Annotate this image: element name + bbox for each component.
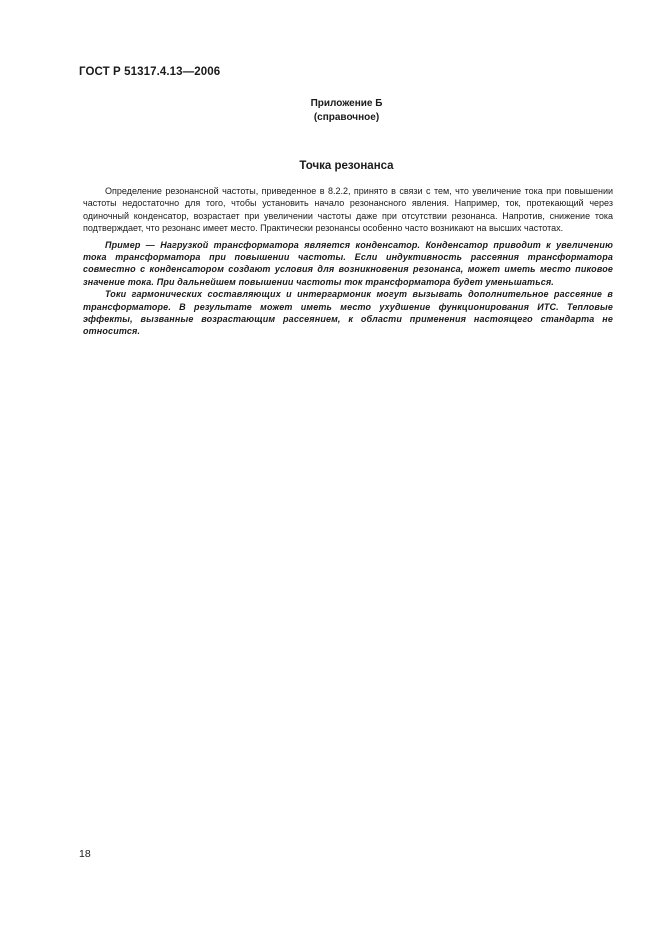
appendix-title: Приложение Б bbox=[310, 98, 383, 109]
appendix-subtitle: (справочное) bbox=[313, 112, 380, 123]
paragraph-example: Пример — Нагрузкой трансформатора является конденсатор. Конденсатор приводит к увеличению тока трансформатора при повышении частоты. Если индуктивность рассеяния трансформатора совместно с конденсатором создают условия для возникновения резонанса, может иметь место пиковое значение тока. При дальнейшем повышении частоты ток трансформатора будет уменьшаться. bbox=[83, 239, 613, 287]
paragraph-harmonics-note: Токи гармонических составляющих и интергармоник могут вызывать дополнительное рассеяние в трансформаторе. В результате может иметь место ухудшение функционирования ИТС. Тепловые эффекты, вызванные возрастающим рассеянием, к области применения настоящего стандарта не относится. bbox=[83, 289, 613, 337]
paragraph-resonance-definition: Определение резонансной частоты, приведенное в 8.2.2, принято в связи с тем, что увеличение тока при повышении частоты недостаточно для того, чтобы установить начало резонансного явления. Например, ток, протекающий через одиночный конденсатор, возрастает при увеличении частоты даже при отсутствии резонанса. Напротив, снижение тока подтверждает, что резонанс имеет место. Практически резонансы особенно часто возникают на высших частотах. bbox=[83, 186, 613, 234]
appendix-heading bbox=[79, 97, 614, 125]
page-number: 18 bbox=[79, 848, 91, 860]
standard-code-header: ГОСТ Р 51317.4.13—2006 bbox=[79, 66, 221, 78]
section-title: Точка резонанса bbox=[299, 160, 394, 172]
document-body bbox=[83, 185, 613, 338]
